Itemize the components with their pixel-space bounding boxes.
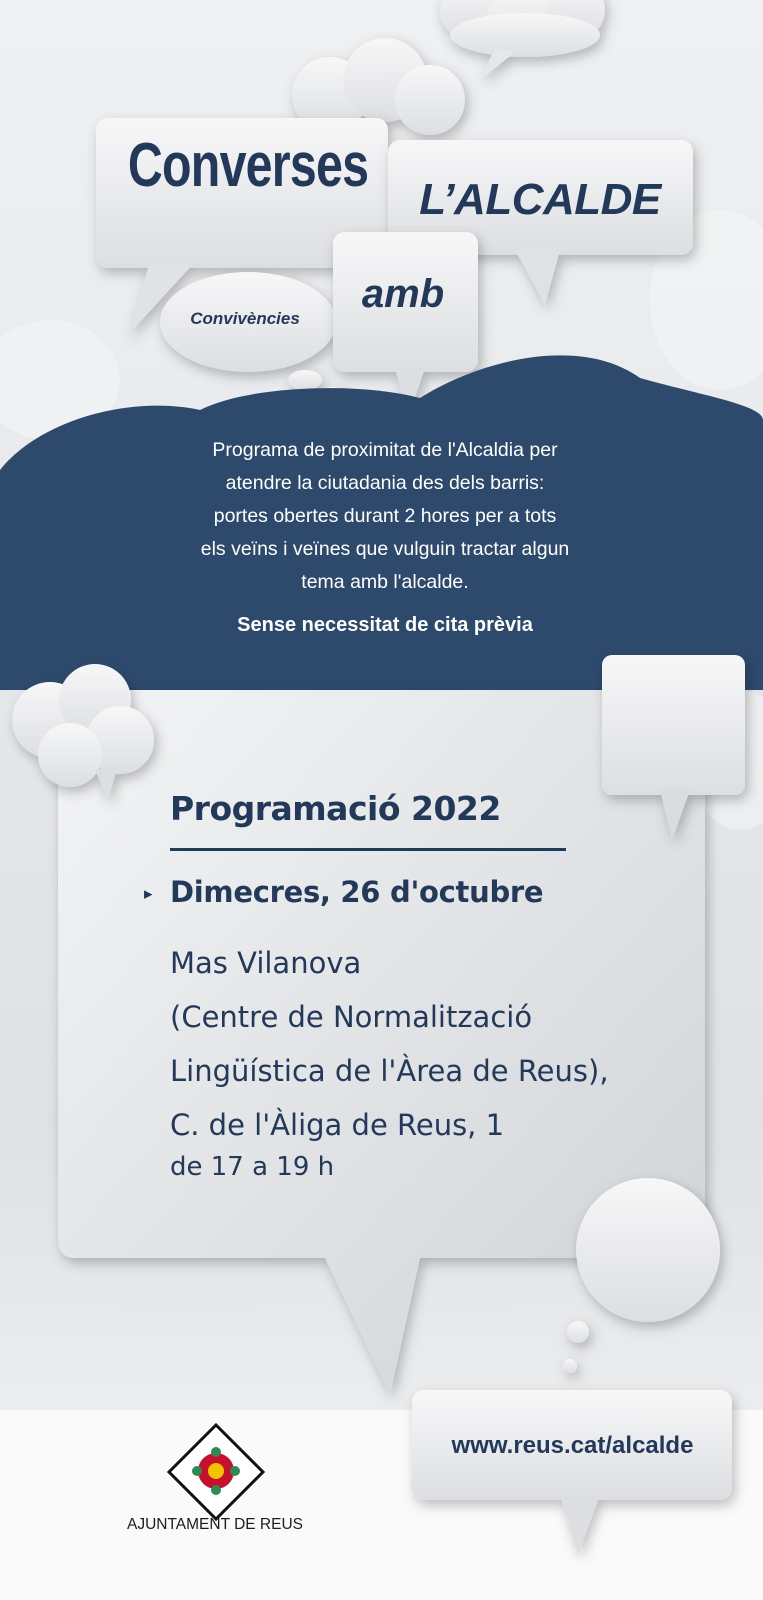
event-location (170, 936, 609, 1152)
programme-heading: Programació 2022 (170, 789, 501, 828)
intro-line: Programa de proximitat de l'Alcaldia per (212, 439, 558, 461)
event-hours: de 17 a 19 h (170, 1152, 335, 1182)
location-line: (Centre de Normalització (170, 1000, 533, 1034)
top-cloud-icon (440, 0, 605, 80)
organisation-name: AJUNTAMENT DE REUS (127, 1516, 303, 1533)
heading-underline (170, 848, 566, 851)
intro-text (140, 434, 630, 599)
intro-line: tema amb l'alcalde. (301, 571, 469, 593)
title-tag: Convivències (190, 309, 300, 328)
location-line: Mas Vilanova (170, 946, 362, 980)
triangle-bullet-icon: ▸ (144, 884, 153, 904)
website-link[interactable]: www.reus.cat/alcalde (451, 1432, 694, 1459)
title-converses: Converses (127, 131, 369, 200)
event-date: Dimecres, 26 d'octubre (170, 875, 544, 909)
title-amb: amb (361, 272, 445, 316)
location-line: Lingüística de l'Àrea de Reus), (170, 1054, 609, 1088)
title-alcalde: L’ALCALDE (419, 175, 661, 224)
intro-line: portes obertes durant 2 hores per a tots (213, 505, 557, 527)
intro-line: atendre la ciutadania des dels barris: (225, 472, 545, 494)
intro-note: Sense necessitat de cita prèvia (237, 614, 533, 636)
intro-line: els veïns i veïnes que vulguin tractar algun (200, 538, 570, 560)
location-line: C. de l'Àliga de Reus, 1 (170, 1108, 505, 1142)
